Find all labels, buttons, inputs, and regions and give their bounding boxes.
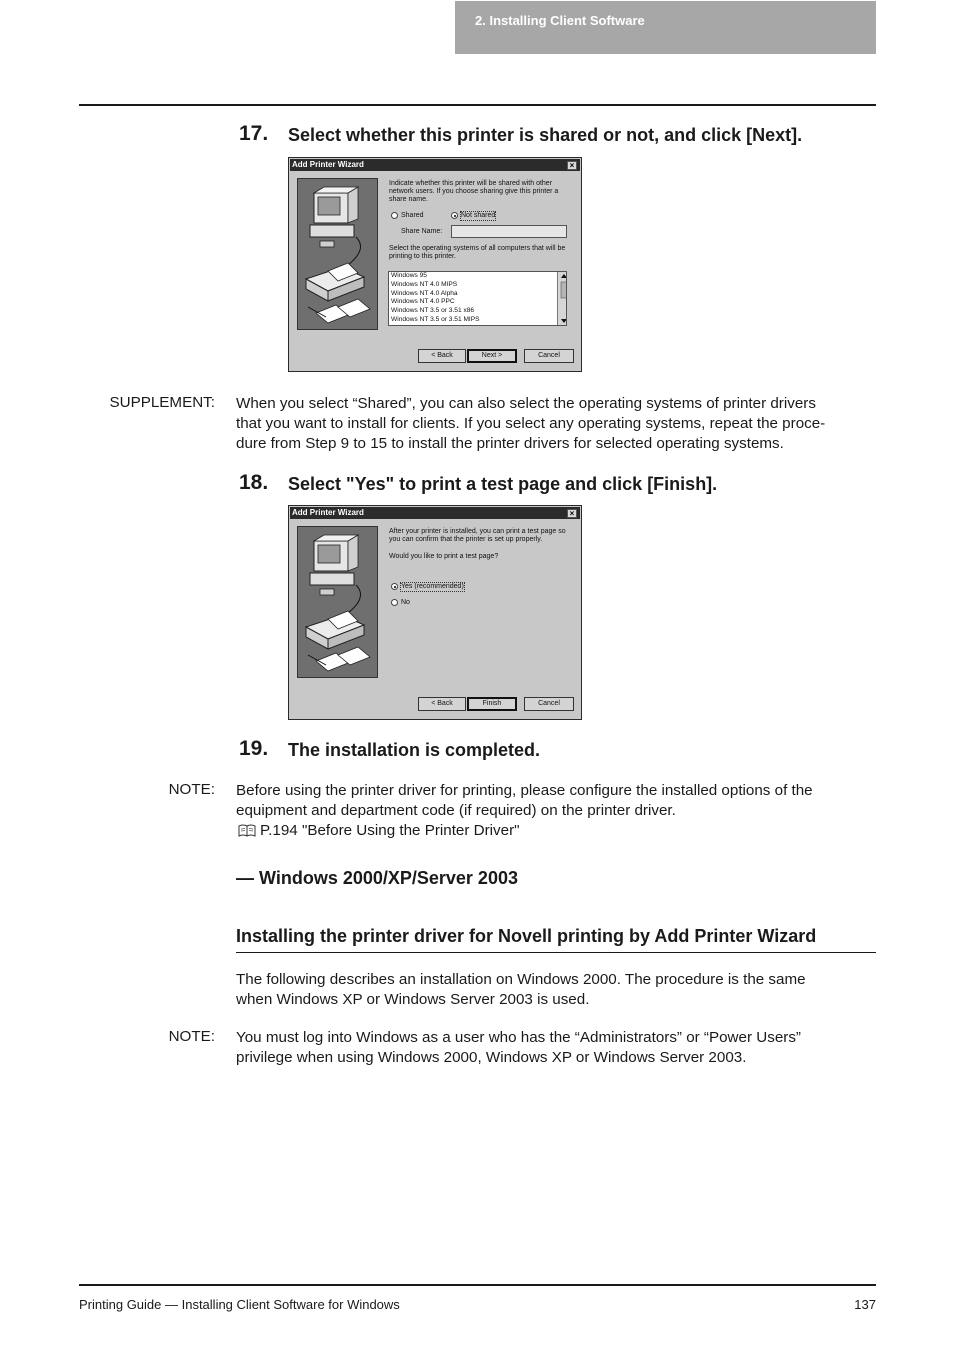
page-number: 137 [854, 1297, 876, 1312]
top-rule [79, 104, 876, 106]
next-button[interactable]: Next > [467, 349, 517, 363]
footer-title: Printing Guide — Installing Client Software for Windows [79, 1297, 400, 1312]
note-1-line-1: Before using the printer driver for printing, please configure the installed options of the [236, 782, 813, 799]
list-item[interactable]: Windows NT 3.5 or 3.51 x86 [391, 307, 475, 315]
intro-line-2: when Windows XP or Windows Server 2003 is used. [236, 991, 590, 1008]
dialog-title-bar [290, 507, 580, 519]
step-18-number: 18. [239, 471, 269, 494]
list-item[interactable]: Windows NT 4.0 Alpha [391, 289, 458, 297]
scroll-arrows-icon [560, 272, 567, 325]
not-shared-label[interactable]: Not shared [461, 212, 496, 219]
list-item[interactable]: Windows NT 4.0 MIPS [391, 280, 458, 288]
footer-rule [79, 1284, 876, 1286]
subsection-rule [236, 952, 876, 953]
sharing-intro-text: Indicate whether this printer will be shared with other network users. If you choose sharing give this printer a share name. [389, 180, 559, 203]
yes-label[interactable]: Yes (recommended) [401, 583, 464, 590]
book-reference-icon [238, 824, 256, 842]
supplement-line-3: dure from Step 9 to 15 to install the printer drivers for selected operating systems. [236, 435, 784, 452]
cancel-button[interactable]: Cancel [524, 349, 574, 363]
no-label[interactable]: No [401, 599, 410, 606]
dialog-title: Add Printer Wizard [292, 508, 364, 517]
section-heading: — Windows 2000/XP/Server 2003 [236, 868, 518, 888]
chapter-header-tab [455, 1, 876, 54]
step-17-text: Select whether this printer is shared or not, and click [Next]. [288, 125, 803, 145]
computer-printer-icon [298, 527, 377, 677]
step-17-number: 17. [239, 122, 269, 145]
cancel-button[interactable]: Cancel [524, 697, 574, 711]
intro-line-1: The following describes an installation on Windows 2000. The procedure is the same [236, 971, 806, 988]
printer-wizard-illustration [297, 526, 378, 678]
add-printer-wizard-test-page-dialog [288, 505, 582, 720]
subsection-heading: Installing the printer driver for Novell printing by Add Printer Wizard [236, 926, 817, 946]
chapter-header-label: 2. Installing Client Software [475, 13, 645, 28]
share-name-label: Share Name: [401, 228, 443, 235]
os-list[interactable] [388, 271, 567, 326]
supplement-line-1: When you select “Shared”, you can also select the operating systems of printer drivers [236, 395, 816, 412]
step-19-text: The installation is completed. [288, 740, 541, 760]
dialog-title: Add Printer Wizard [292, 160, 364, 169]
note-2-line-1: You must log into Windows as a user who has the “Administrators” or “Power Users” [236, 1029, 801, 1046]
note-2-line-2: privilege when using Windows 2000, Windows XP or Windows Server 2003. [236, 1049, 747, 1066]
yes-radio[interactable] [391, 583, 398, 590]
back-button[interactable]: < Back [418, 697, 466, 711]
note-1-line-2: equipment and department code (if required) on the printer driver. [236, 802, 676, 819]
shared-radio[interactable] [391, 212, 398, 219]
list-item[interactable]: Windows NT 4.0 PPC [391, 298, 455, 306]
os-prompt-text: Select the operating systems of all computers that will be printing to this printer. [389, 245, 566, 260]
list-item[interactable]: Windows NT 3.5 or 3.51 MIPS [391, 315, 480, 323]
share-name-input[interactable] [451, 225, 567, 238]
step-19-number: 19. [239, 737, 269, 760]
computer-printer-icon [298, 179, 377, 329]
not-shared-radio[interactable] [451, 212, 458, 219]
shared-label[interactable]: Shared [401, 212, 424, 219]
finish-button[interactable]: Finish [467, 697, 517, 711]
no-radio[interactable] [391, 599, 398, 606]
add-printer-wizard-sharing-dialog [288, 157, 582, 372]
dialog-title-bar [290, 159, 580, 171]
test-page-intro-text: After your printer is installed, you can print a test page so you can confirm that the printer is set up properly. [389, 528, 566, 543]
note-1-reference-link[interactable]: P.194 "Before Using the Printer Driver" [260, 822, 520, 839]
back-button[interactable]: < Back [418, 349, 466, 363]
test-page-question: Would you like to print a test page? [389, 553, 499, 560]
note-label: NOTE: [168, 781, 215, 798]
list-item[interactable]: Windows 95 [391, 272, 427, 279]
note-label: NOTE: [168, 1028, 215, 1045]
close-icon[interactable]: × [567, 161, 577, 170]
printer-wizard-illustration [297, 178, 378, 330]
supplement-label: SUPPLEMENT: [109, 394, 215, 411]
supplement-line-2: that you want to install for clients. If you select any operating systems, repeat the proce- [236, 415, 826, 432]
close-icon[interactable]: × [567, 509, 577, 518]
step-18-text: Select "Yes" to print a test page and click [Finish]. [288, 474, 718, 494]
os-list-scrollbar[interactable] [557, 272, 566, 325]
